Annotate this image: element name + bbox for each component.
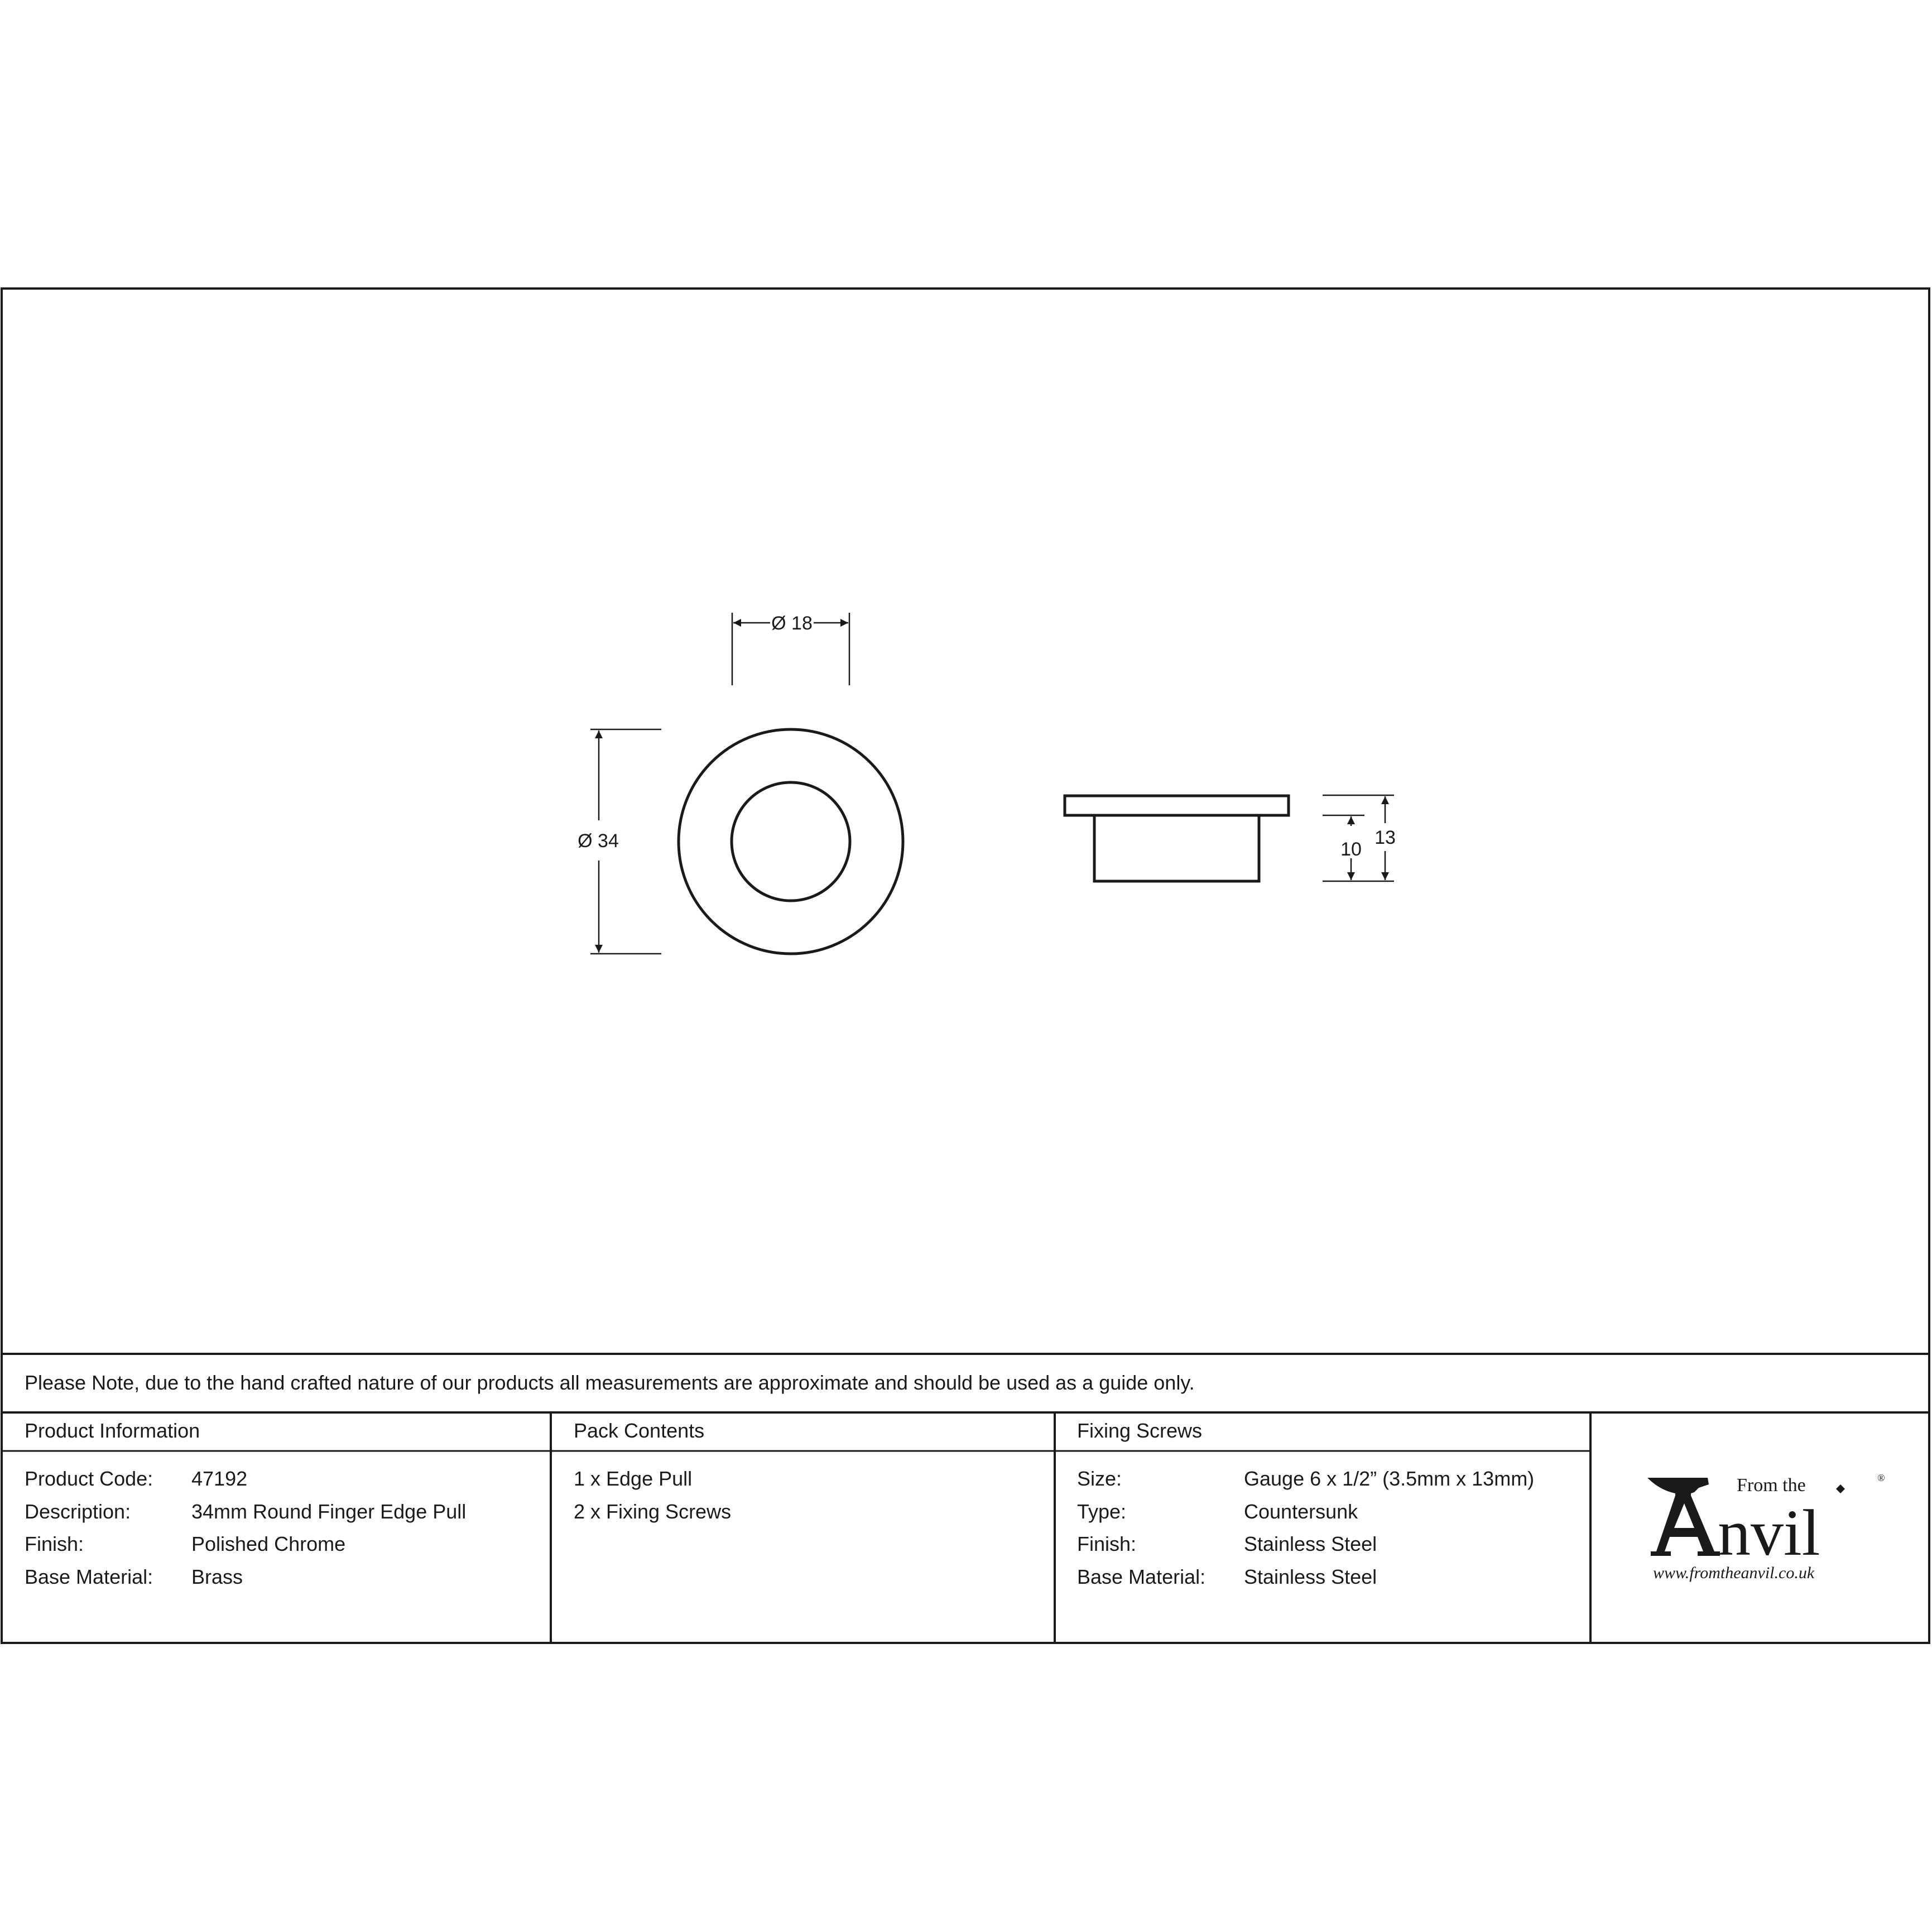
product-information-header: Product Information	[25, 1419, 200, 1442]
dim-13-label: 13	[1374, 827, 1396, 848]
logo-nvil: nvil	[1718, 1496, 1820, 1569]
dim-18-label: Ø 18	[771, 613, 813, 634]
base-material-label: Base Material:	[25, 1565, 153, 1588]
dim-34-label: Ø 34	[578, 830, 619, 852]
base-material-value: Brass	[191, 1565, 243, 1588]
pack-item: 2 x Fixing Screws	[574, 1500, 732, 1523]
drawing-frame	[2, 289, 1929, 1643]
inner-recess-circle	[732, 782, 850, 901]
screw-finish-label: Finish:	[1077, 1532, 1137, 1555]
product-code-label: Product Code:	[25, 1467, 153, 1490]
logo-registered: ®	[1877, 1472, 1885, 1483]
pack-item: 1 x Edge Pull	[574, 1467, 693, 1490]
screw-material-value: Stainless Steel	[1244, 1565, 1377, 1588]
screw-type-label: Type:	[1077, 1500, 1127, 1523]
from-the-anvil-logo	[1641, 1468, 1892, 1585]
pack-contents-header: Pack Contents	[574, 1419, 705, 1442]
outer-rim-circle	[679, 729, 903, 954]
product-code-value: 47192	[191, 1467, 248, 1490]
side-view-flange	[1065, 796, 1289, 815]
description-value: 34mm Round Finger Edge Pull	[191, 1500, 467, 1523]
finish-label: Finish:	[25, 1532, 84, 1555]
anvil-icon	[1647, 1478, 1709, 1496]
finish-value: Polished Chrome	[191, 1532, 346, 1555]
diamond-icon	[1836, 1484, 1845, 1493]
fixing-screws-header: Fixing Screws	[1077, 1419, 1203, 1442]
description-label: Description:	[25, 1500, 131, 1523]
anvil-a-letter	[1651, 1496, 1720, 1556]
screw-size-label: Size:	[1077, 1467, 1122, 1490]
logo-url: www.fromtheanvil.co.uk	[1653, 1564, 1815, 1582]
logo-from-the: From the	[1737, 1475, 1806, 1496]
dim-10-label: 10	[1340, 839, 1362, 860]
screw-material-label: Base Material:	[1077, 1565, 1206, 1588]
disclaimer-note: Please Note, due to the hand crafted nature of our products all measurements are approximate and should be used as a guide only.	[25, 1371, 1195, 1394]
screw-finish-value: Stainless Steel	[1244, 1532, 1377, 1555]
screw-size-value: Gauge 6 x 1/2” (3.5mm x 13mm)	[1244, 1467, 1535, 1490]
screw-type-value: Countersunk	[1244, 1500, 1358, 1523]
side-view-body	[1094, 815, 1259, 881]
